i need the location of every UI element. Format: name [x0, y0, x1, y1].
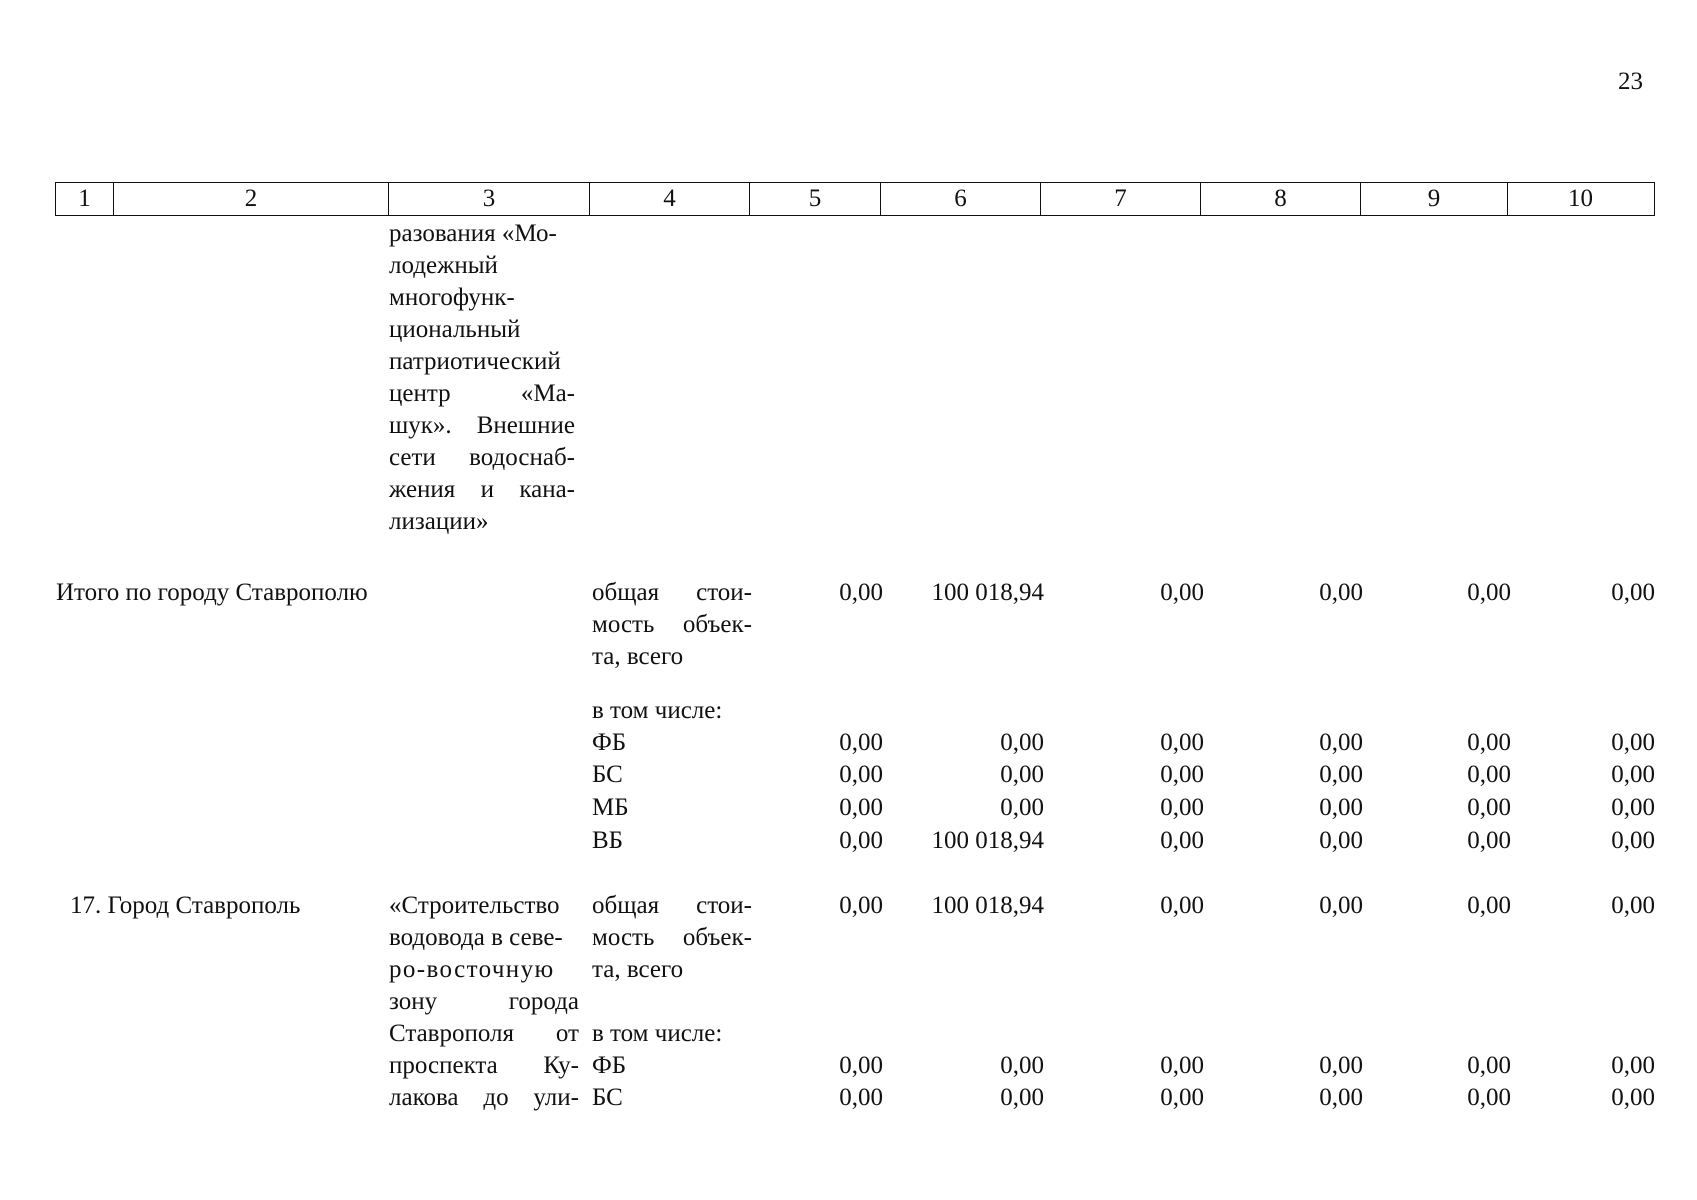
total-vb-col7: 0,00	[1160, 827, 1204, 854]
total-mb-col8: 0,00	[1319, 794, 1363, 821]
text-line: центр «Ма-	[389, 380, 575, 407]
column-header-10: 10	[1568, 185, 1593, 212]
text-line: мость объек-	[592, 611, 752, 638]
item-17-cost-label	[592, 890, 752, 986]
total-vb-col5: 0,00	[839, 827, 883, 854]
total-fb-col7: 0,00	[1160, 729, 1204, 756]
item-17-fb-col7: 0,00	[1160, 1052, 1204, 1079]
total-bs-col8: 0,00	[1319, 761, 1363, 788]
item-17-row-label-bs: БС	[592, 1084, 623, 1111]
text-line: разования «Мо-	[389, 220, 557, 247]
total-mb-col5: 0,00	[839, 794, 883, 821]
text-line: общая стои-	[592, 579, 752, 606]
text-line: патриотический	[389, 348, 561, 375]
total-value-col6: 100 018,94	[931, 579, 1044, 606]
total-value-col8: 0,00	[1319, 579, 1363, 606]
text-line: лакова до ули-	[389, 1084, 579, 1111]
total-mb-col7: 0,00	[1160, 794, 1204, 821]
item-17-bs-col7: 0,00	[1160, 1084, 1204, 1111]
item-17-fb-col10: 0,00	[1611, 1052, 1655, 1079]
page-number: 23	[1618, 68, 1643, 95]
total-row-label-bs: БС	[592, 761, 623, 788]
item-17-fb-col6: 0,00	[1000, 1052, 1044, 1079]
total-bs-col6: 0,00	[1000, 761, 1044, 788]
total-fb-col8: 0,00	[1319, 729, 1363, 756]
item-17-total-col9: 0,00	[1467, 892, 1511, 919]
table-header-row	[55, 182, 1655, 216]
item-17-total-col10: 0,00	[1611, 892, 1655, 919]
item-17-total-col6: 100 018,94	[931, 892, 1044, 919]
column-header-5: 5	[750, 183, 881, 215]
total-fb-col10: 0,00	[1611, 729, 1655, 756]
column-header-3: 3	[389, 183, 590, 215]
column-header-7: 7	[1041, 183, 1201, 215]
item-17-row-label-fb: ФБ	[592, 1052, 627, 1079]
column-header-9: 9	[1361, 183, 1508, 215]
item-17-including-label: в том числе:	[592, 1020, 723, 1047]
total-vb-col6: 100 018,94	[931, 827, 1044, 854]
text-line: «Строительство	[389, 892, 560, 919]
item-17-bs-col5: 0,00	[839, 1084, 883, 1111]
total-including-label: в том числе:	[592, 697, 723, 724]
item-17-bs-col8: 0,00	[1319, 1084, 1363, 1111]
total-mb-col9: 0,00	[1467, 794, 1511, 821]
total-value-col7: 0,00	[1160, 579, 1204, 606]
item-17-bs-col10: 0,00	[1611, 1084, 1655, 1111]
total-row-label-mb: МБ	[592, 794, 629, 821]
text-line: проспекта Ку-	[389, 1052, 579, 1079]
total-value-col9: 0,00	[1467, 579, 1511, 606]
text-line: сети водоснаб-	[389, 444, 575, 471]
text-line: водовода в севе-	[389, 924, 563, 951]
total-bs-col10: 0,00	[1611, 761, 1655, 788]
item-17-fb-col5: 0,00	[839, 1052, 883, 1079]
text-line: жения и кана-	[389, 476, 575, 503]
text-line: шук». Внешние	[389, 412, 575, 439]
total-value-col10: 0,00	[1611, 579, 1655, 606]
total-fb-col6: 0,00	[1000, 729, 1044, 756]
total-fb-col5: 0,00	[839, 729, 883, 756]
text-line: ро-восточную	[389, 956, 555, 983]
item-17-bs-col6: 0,00	[1000, 1084, 1044, 1111]
text-line: мость объек-	[592, 924, 752, 951]
text-line: та, всего	[592, 956, 684, 983]
total-row-label-fb: ФБ	[592, 729, 627, 756]
item-17-description	[389, 890, 579, 1114]
total-vb-col10: 0,00	[1611, 827, 1655, 854]
item-17-bs-col9: 0,00	[1467, 1084, 1511, 1111]
total-bs-col5: 0,00	[839, 761, 883, 788]
total-bs-col9: 0,00	[1467, 761, 1511, 788]
total-mb-col6: 0,00	[1000, 794, 1044, 821]
item-17-total-col8: 0,00	[1319, 892, 1363, 919]
column-header-1: 1	[56, 183, 114, 215]
item-17-fb-col9: 0,00	[1467, 1052, 1511, 1079]
item-17-total-col5: 0,00	[839, 892, 883, 919]
text-line: Ставрополя от	[389, 1020, 579, 1047]
total-section-label: Итого по городу Ставрополю	[56, 579, 368, 606]
continuation-description	[389, 218, 575, 538]
text-line: лизации»	[389, 508, 489, 535]
total-section-cost-label	[592, 577, 752, 673]
text-line: многофунк-	[389, 284, 515, 311]
total-value-col5: 0,00	[839, 579, 883, 606]
total-bs-col7: 0,00	[1160, 761, 1204, 788]
total-mb-col10: 0,00	[1611, 794, 1655, 821]
text-line: зону города	[389, 988, 579, 1015]
column-header-6: 6	[881, 183, 1041, 215]
column-header-8: 8	[1201, 183, 1361, 215]
total-row-label-vb: ВБ	[592, 827, 624, 854]
column-header-2: 2	[114, 183, 389, 215]
text-line: циональный	[389, 316, 521, 343]
item-17-label: 17. Город Ставрополь	[70, 892, 301, 919]
item-17-total-col7: 0,00	[1160, 892, 1204, 919]
text-line: лодежный	[389, 252, 498, 279]
total-vb-col9: 0,00	[1467, 827, 1511, 854]
text-line: общая стои-	[592, 892, 752, 919]
text-line: та, всего	[592, 643, 684, 670]
column-header-4: 4	[590, 183, 750, 215]
total-vb-col8: 0,00	[1319, 827, 1363, 854]
item-17-fb-col8: 0,00	[1319, 1052, 1363, 1079]
total-fb-col9: 0,00	[1467, 729, 1511, 756]
